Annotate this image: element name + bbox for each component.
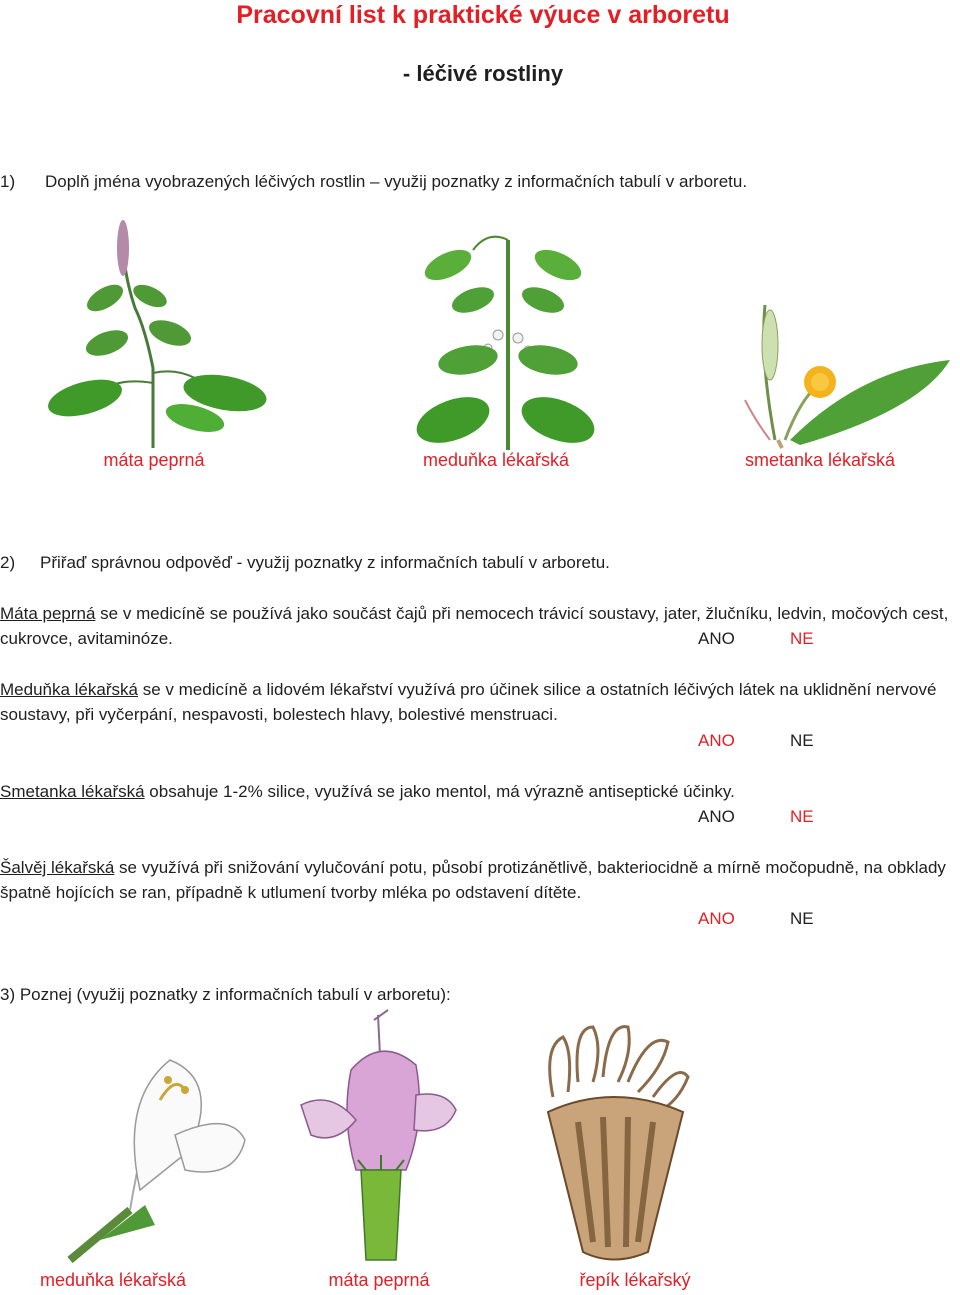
flower-label-agrimony: řepík lékařský bbox=[579, 1270, 691, 1290]
agrimony-fruit-icon bbox=[538, 1022, 693, 1270]
mint-plant-icon bbox=[45, 218, 275, 450]
answer-yes-1[interactable]: ANO bbox=[698, 629, 735, 648]
question-2-text: se v medicíně a lidovém lékařství využívá pro účinek silice a ostatních léčivých látek na uklidnění nervové soustavy, při vyčerpání, nespavosti, bolestech hlavy, bolestivé menstruaci. bbox=[0, 680, 937, 724]
answer-no-3[interactable]: NE bbox=[790, 807, 814, 826]
flower-label-mint: máta peprná bbox=[328, 1270, 430, 1290]
answer-no-4[interactable]: NE bbox=[790, 909, 814, 928]
plant-label-dandelion: smetanka lékařská bbox=[744, 450, 896, 470]
plant-label-mint: máta peprná bbox=[103, 450, 205, 470]
answer-no-1[interactable]: NE bbox=[790, 629, 814, 648]
section3-heading: 3) Poznej (využij poznatky z informačních tabulí v arboretu): bbox=[0, 985, 451, 1004]
question-3-subject: Smetanka lékařská bbox=[0, 782, 145, 801]
page-subtitle: - léčivé rostliny bbox=[402, 61, 564, 86]
section1-number: 1) bbox=[0, 172, 16, 191]
question-3-text: obsahuje 1-2% silice, využívá se jako mentol, má výrazně antiseptické účinky. bbox=[144, 782, 735, 801]
plant-label-lemon-balm: meduňka lékařská bbox=[422, 450, 570, 470]
question-1-subject: Máta peprná bbox=[0, 604, 96, 623]
question-4-text: se využívá při snižování vylučování potu, působí protizánětlivě, bakteriocidně a mírně močopudně, na obklady špatně hojících se ran, případně k utlumení tvorby mléka po odstavení dítěte. bbox=[0, 858, 946, 902]
question-1-text: se v medicíně se používá jako součást čajů při nemocech trávicí soustavy, jater, žlučníku, ledvin, močových cest, cukrovce, avitaminóze. bbox=[0, 604, 949, 648]
answer-yes-2[interactable]: ANO bbox=[698, 731, 735, 750]
page-title: Pracovní list k praktické výuce v arboretu bbox=[236, 1, 730, 29]
lemon-balm-plant-icon bbox=[418, 220, 593, 450]
question-4-subject: Šalvěj lékařská bbox=[0, 858, 115, 877]
lemon-balm-flower-icon bbox=[60, 1040, 250, 1265]
question-3 bbox=[0, 779, 955, 804]
answer-yes-3[interactable]: ANO bbox=[698, 807, 735, 826]
answer-yes-4[interactable]: ANO bbox=[698, 909, 735, 928]
mint-flower-icon bbox=[296, 1010, 466, 1270]
section1-heading: Doplň jména vyobrazených léčivých rostlin – využij poznatky z informačních tabulí v arboretu. bbox=[45, 172, 748, 191]
dandelion-plant-icon bbox=[740, 300, 955, 450]
flower-label-lemon-balm: meduňka lékařská bbox=[39, 1270, 187, 1290]
answer-no-2[interactable]: NE bbox=[790, 731, 814, 750]
section2-number: 2) bbox=[0, 553, 16, 572]
question-2-subject: Meduňka lékařská bbox=[0, 680, 138, 699]
section2-heading: Přiřaď správnou odpověď - využij poznatky z informačních tabulí v arboretu. bbox=[40, 553, 610, 572]
question-2 bbox=[0, 677, 955, 727]
question-4 bbox=[0, 855, 955, 905]
